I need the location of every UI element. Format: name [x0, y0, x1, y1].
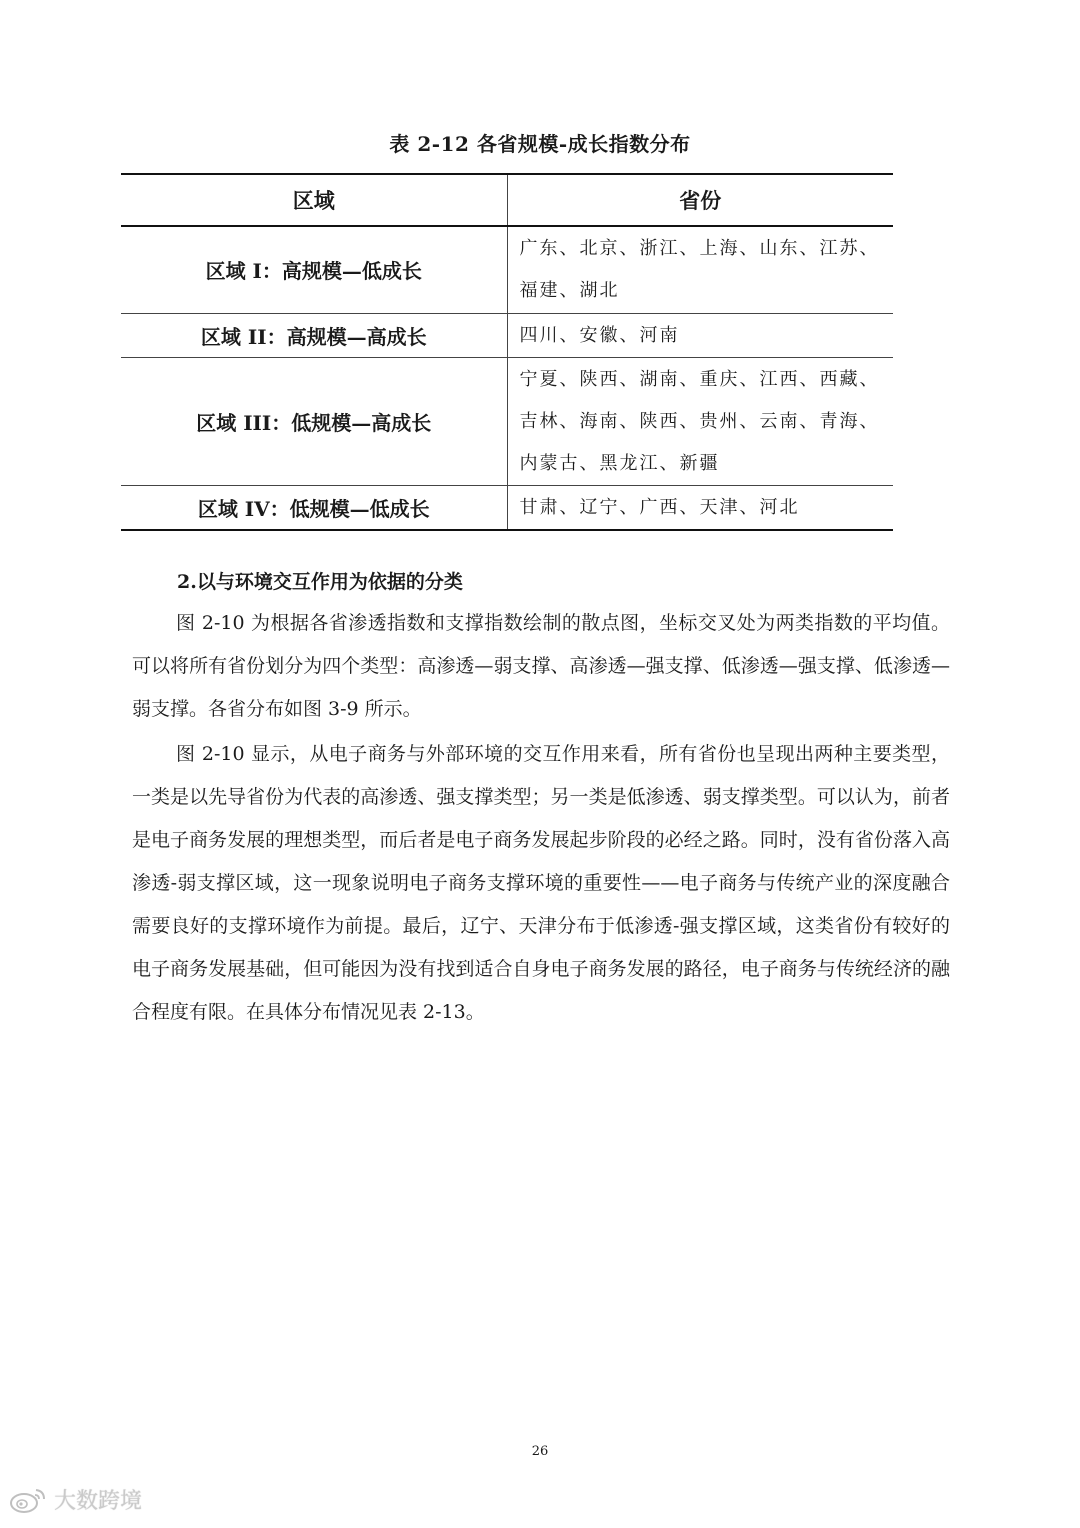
table-row [121, 485, 893, 530]
region-name: 区域 III：低规模—高成长 [121, 357, 507, 485]
watermark-text: 大数跨境 [54, 1489, 143, 1514]
region-table [121, 173, 893, 531]
province-list: 四川、安徽、河南 [507, 313, 893, 357]
province-list: 宁夏、陕西、湖南、重庆、江西、西藏、吉林、海南、陕西、贵州、云南、青海、内蒙古、黑龙江、新疆 [507, 357, 893, 485]
table-row [121, 357, 893, 485]
section-heading: 2.以与环境交互作用为依据的分类 [177, 571, 463, 593]
table-caption: 表 2-12 各省规模-成长指数分布 [389, 132, 691, 156]
province-list: 甘肃、辽宁、广西、天津、河北 [507, 485, 893, 530]
table-row [121, 313, 893, 357]
weibo-logo-icon [8, 1485, 48, 1515]
watermark [8, 1484, 142, 1515]
province-list: 广东、北京、浙江、上海、山东、江苏、福建、湖北 [507, 226, 893, 313]
page-number: 26 [531, 1444, 549, 1459]
body-paragraph: 图 2-10 为根据各省渗透指数和支撑指数绘制的散点图，坐标交叉处为两类指数的平均值。可以将所有省份划分为四个类型：高渗透—弱支撑、高渗透—强支撑、低渗透—强支撑、低渗透—弱支撑。各省分布如图 3-9 所示。 [132, 612, 950, 720]
region-name: 区域 IV：低规模—低成长 [121, 485, 507, 530]
table-row [121, 226, 893, 313]
header-region: 区域 [121, 174, 507, 226]
region-name: 区域 I：高规模—低成长 [121, 226, 507, 313]
header-provinces: 省份 [507, 174, 893, 226]
table-header-row [121, 174, 893, 226]
body-paragraph: 图 2-10 显示，从电子商务与外部环境的交互作用来看，所有省份也呈现出两种主要类型，一类是以先导省份为代表的高渗透、强支撑类型；另一类是低渗透、弱支撑类型。可以认为，前者是电子商务发展的理想类型，而后者是电子商务发展起步阶段的必经之路。同时，没有省份落入高渗透-弱支撑区域，这一现象说明电子商务支撑环境的重要性——电子商务与传统产业的深度融合需要良好的支撑环境作为前提。最后，辽宁、天津分布于低渗透-强支撑区域，这类省份有较好的电子商务发展基础，但可能因为没有找到适合自身电子商务发展的路径，电子商务与传统经济的融合程度有限。在具体分布情况见表 2-13。 [132, 743, 950, 1023]
region-name: 区域 II：高规模—高成长 [121, 313, 507, 357]
